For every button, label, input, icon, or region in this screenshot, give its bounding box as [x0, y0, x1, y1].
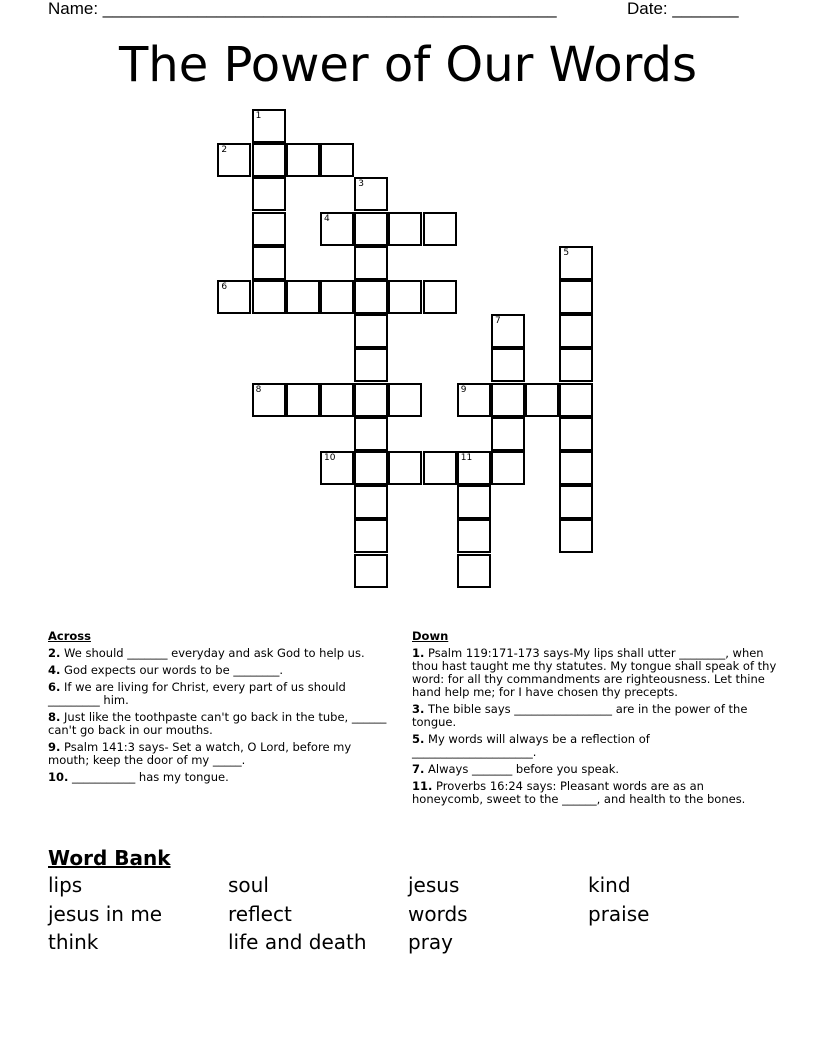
down-clue — [412, 780, 777, 806]
clue-number: 1. — [412, 646, 425, 660]
crossword-cell[interactable] — [320, 451, 354, 485]
clue-text: The bible says _________________ are in the power of the tongue. — [412, 702, 748, 729]
crossword-cell[interactable] — [320, 143, 354, 177]
crossword-cell[interactable] — [320, 212, 354, 246]
clue-text: God expects our words to be ________. — [60, 663, 283, 677]
crossword-cell[interactable] — [388, 383, 422, 417]
crossword-cell[interactable] — [252, 109, 286, 143]
clue-number: 7. — [412, 762, 425, 776]
crossword-cell[interactable] — [286, 280, 320, 314]
clue-number: 3 — [358, 179, 364, 190]
clue-text: Just like the toothpaste can't go back in the tube, ______ can't go back in our mouths. — [48, 710, 387, 737]
across-clue — [48, 771, 393, 784]
crossword-cell[interactable] — [286, 143, 320, 177]
crossword-cell[interactable] — [388, 212, 422, 246]
clue-number: 1 — [255, 111, 262, 121]
crossword-cell[interactable] — [354, 280, 388, 314]
crossword-cell[interactable] — [559, 485, 593, 519]
clue-number: 2. — [48, 646, 61, 660]
crossword-cell[interactable] — [354, 554, 388, 588]
clue-number: 5 — [563, 247, 570, 258]
word-bank-item: jesus — [408, 873, 460, 897]
clue-text: Psalm 141:3 says- Set a watch, O Lord, before my mouth; keep the door of my _____. — [48, 740, 352, 767]
down-clue — [412, 763, 777, 776]
crossword-cell[interactable] — [354, 348, 388, 382]
clue-text: If we are living for Christ, every part of us should _________ him. — [48, 680, 346, 707]
down-clues — [412, 630, 777, 810]
crossword-cell[interactable] — [559, 348, 593, 382]
clue-text: Proverbs 16:24 says: Pleasant words are as an honeycomb, sweet to the ______, and health to the bones. — [412, 779, 746, 806]
crossword-cell[interactable] — [320, 280, 354, 314]
crossword-cell[interactable] — [354, 417, 388, 451]
crossword-cell[interactable] — [559, 383, 593, 417]
across-clue — [48, 711, 393, 737]
crossword-cell[interactable] — [388, 451, 422, 485]
crossword-cell[interactable] — [559, 246, 593, 280]
clue-text: We should _______ everyday and ask God to help us. — [60, 646, 365, 660]
clue-number: 10. — [48, 770, 69, 784]
clue-text: ___________ has my tongue. — [68, 770, 229, 784]
word-bank-item: kind — [588, 873, 631, 897]
crossword-cell[interactable] — [252, 280, 286, 314]
clue-number: 8 — [255, 384, 262, 395]
across-clue — [48, 664, 393, 677]
crossword-cell[interactable] — [491, 348, 525, 382]
across-clues — [48, 630, 393, 788]
clue-number: 3. — [412, 702, 425, 716]
crossword-cell[interactable] — [457, 383, 491, 417]
crossword-cell[interactable] — [457, 485, 491, 519]
crossword-cell[interactable] — [354, 314, 388, 348]
crossword-cell[interactable] — [559, 314, 593, 348]
down-clue — [412, 703, 777, 729]
down-clue — [412, 647, 777, 699]
crossword-cell[interactable] — [354, 177, 388, 211]
clue-number: 7 — [495, 316, 501, 327]
clue-number: 11. — [412, 779, 433, 793]
clue-number: 4. — [48, 663, 61, 677]
across-clue — [48, 647, 393, 660]
crossword-cell[interactable] — [457, 519, 491, 553]
word-bank-item: words — [408, 902, 468, 926]
date-field[interactable]: Date: _______ — [627, 0, 739, 18]
word-bank-item: soul — [228, 873, 269, 897]
clue-number: 8. — [48, 710, 61, 724]
crossword-cell[interactable] — [423, 212, 457, 246]
down-heading: Down — [412, 629, 449, 643]
clue-number: 9. — [48, 740, 61, 754]
clue-number: 9 — [460, 384, 467, 395]
crossword-cell[interactable] — [525, 383, 559, 417]
crossword-cell[interactable] — [491, 383, 525, 417]
crossword-cell[interactable] — [354, 451, 388, 485]
crossword-cell[interactable] — [559, 519, 593, 553]
word-bank-item: lips — [48, 873, 83, 897]
clue-number: 5. — [412, 732, 425, 746]
crossword-cell[interactable] — [354, 519, 388, 553]
crossword-cell[interactable] — [217, 280, 251, 314]
crossword-cell[interactable] — [388, 280, 422, 314]
name-field[interactable]: Name: ________________________________________________ — [48, 0, 557, 18]
crossword-cell[interactable] — [217, 143, 251, 177]
crossword-cell[interactable] — [320, 383, 354, 417]
crossword-cell[interactable] — [286, 383, 320, 417]
crossword-cell[interactable] — [252, 212, 286, 246]
crossword-cell[interactable] — [559, 280, 593, 314]
clue-number: 11 — [460, 453, 473, 463]
down-clue — [412, 733, 777, 759]
crossword-cell[interactable] — [491, 451, 525, 485]
clue-text: Always _______ before you speak. — [424, 762, 620, 776]
crossword-cell[interactable] — [252, 246, 286, 280]
word-bank-item: jesus in me — [48, 902, 163, 926]
clue-text: My words will always be a reflection of _____________________. — [412, 732, 650, 759]
clue-number: 6. — [48, 680, 61, 694]
word-bank-item: pray — [408, 930, 454, 954]
crossword-cell[interactable] — [354, 246, 388, 280]
crossword-cell[interactable] — [252, 177, 286, 211]
crossword-cell[interactable] — [457, 554, 491, 588]
clue-number: 4 — [324, 213, 330, 224]
page-title: The Power of Our Words — [118, 37, 697, 93]
word-bank-item: praise — [588, 902, 650, 926]
down-clue-list — [412, 647, 777, 806]
word-bank-item: think — [48, 930, 99, 954]
crossword-cell[interactable] — [491, 314, 525, 348]
crossword-cell[interactable] — [252, 383, 286, 417]
across-heading: Across — [48, 629, 91, 643]
word-bank-title: Word Bank — [48, 846, 171, 870]
crossword-cell[interactable] — [354, 485, 388, 519]
crossword-cell[interactable] — [559, 451, 593, 485]
crossword-cell[interactable] — [354, 212, 388, 246]
clue-number: 10 — [324, 453, 336, 463]
crossword-cell[interactable] — [559, 417, 593, 451]
across-clue — [48, 681, 393, 707]
crossword-cell[interactable] — [354, 383, 388, 417]
clue-number: 6 — [221, 282, 228, 292]
word-bank-item: reflect — [228, 902, 292, 926]
crossword-cell[interactable] — [252, 143, 286, 177]
crossword-cell[interactable] — [491, 417, 525, 451]
crossword-cell[interactable] — [423, 280, 457, 314]
word-bank-item: life and death — [228, 930, 367, 954]
clue-number: 2 — [221, 145, 228, 156]
crossword-cell[interactable] — [457, 451, 491, 485]
across-clue — [48, 741, 393, 767]
crossword-cell[interactable] — [423, 451, 457, 485]
clue-text: Psalm 119:171-173 says-My lips shall utter ________, when thou hast taught me thy statutes. My tongue shall speak of thy word: for all thy commandments are righteousness. Let thine hand help me; for I have chosen thy precepts. — [412, 646, 777, 699]
across-clue-list — [48, 647, 393, 784]
